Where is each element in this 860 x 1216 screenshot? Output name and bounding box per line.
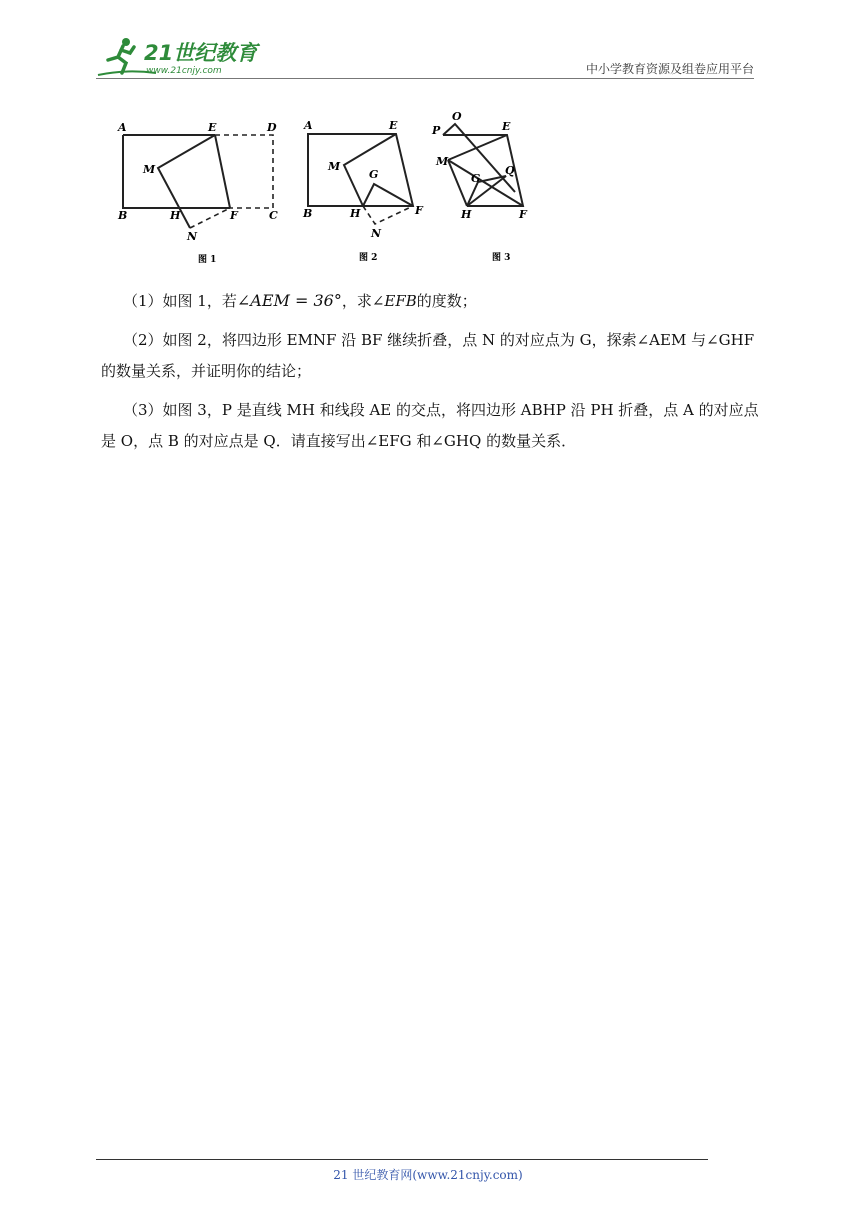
fig2-label-H: H [350,207,361,220]
fig3-caption: 图 3 [492,253,511,263]
fig2-label-A: A [304,119,313,132]
q3-text: （3）如图 3，P 是直线 MH 和线段 AE 的交点，将四边形 ABHP 沿 PH 折叠，点 A 的对应点是 O，点 B 的对应点是 Q．请直接写出∠EFG 和∠GHQ 的数量关系． [101,401,759,450]
q1-suffix: 的度数； [416,292,477,310]
question-2 [101,325,761,387]
fig2-label-B: B [303,207,313,220]
fig2-label-F: F [415,204,423,217]
fig1-label-H: H [170,209,181,222]
fig1-label-N: N [187,230,198,243]
q1-prefix: （1）如图 1，若 [123,292,237,310]
fig2-label-N: N [371,227,382,240]
fig2-label-G: G [369,168,379,181]
logo-text: 21世纪教育 [144,41,258,65]
fig3-label-P: P [432,124,441,137]
fig1-label-F: F [230,209,238,222]
fig3-label-M: M [436,155,449,168]
q1-angle-given: ∠AEM = 36° [236,291,342,310]
fig3-label-Q: Q [505,164,515,177]
figure-2 [302,119,424,263]
fig1-label-C: C [269,209,278,222]
header-tagline: 中小学教育资源及组卷应用平台 [585,62,754,76]
fig2-caption: 图 2 [359,253,378,263]
footer-divider [96,1159,708,1160]
figure-3 [431,110,528,263]
site-logo [96,33,266,79]
fig2-label-E: E [389,119,398,132]
fig1-label-E: E [208,121,217,134]
question-1 [101,285,783,317]
q1-angle-target: EFB [384,292,417,310]
fig1-label-A: A [118,121,127,134]
fig1-label-D: D [267,121,277,134]
fig1-label-M: M [143,163,156,176]
figure-1 [117,121,278,265]
geometry-figures [110,98,550,270]
fig3-label-F: F [519,208,527,221]
question-3 [101,395,761,457]
q2-text: （2）如图 2，将四边形 EMNF 沿 BF 继续折叠，点 N 的对应点为 G，探索∠AEM 与∠GHF 的数量关系，并证明你的结论； [101,331,755,380]
fig2-label-M: M [328,160,341,173]
fig3-label-O: O [452,110,462,123]
header-divider [96,78,754,79]
footer-link[interactable]: 21 世纪教育网(www.21cnjy.com) [333,1168,523,1182]
logo-url: www.21cnjy.com [146,66,222,76]
fig3-label-E: E [502,120,511,133]
fig3-label-H: H [461,208,472,221]
fig1-caption: 图 1 [198,255,217,265]
q1-mid: ，求∠ [341,292,385,310]
fig3-label-G: G [471,172,481,185]
fig1-label-B: B [118,209,128,222]
